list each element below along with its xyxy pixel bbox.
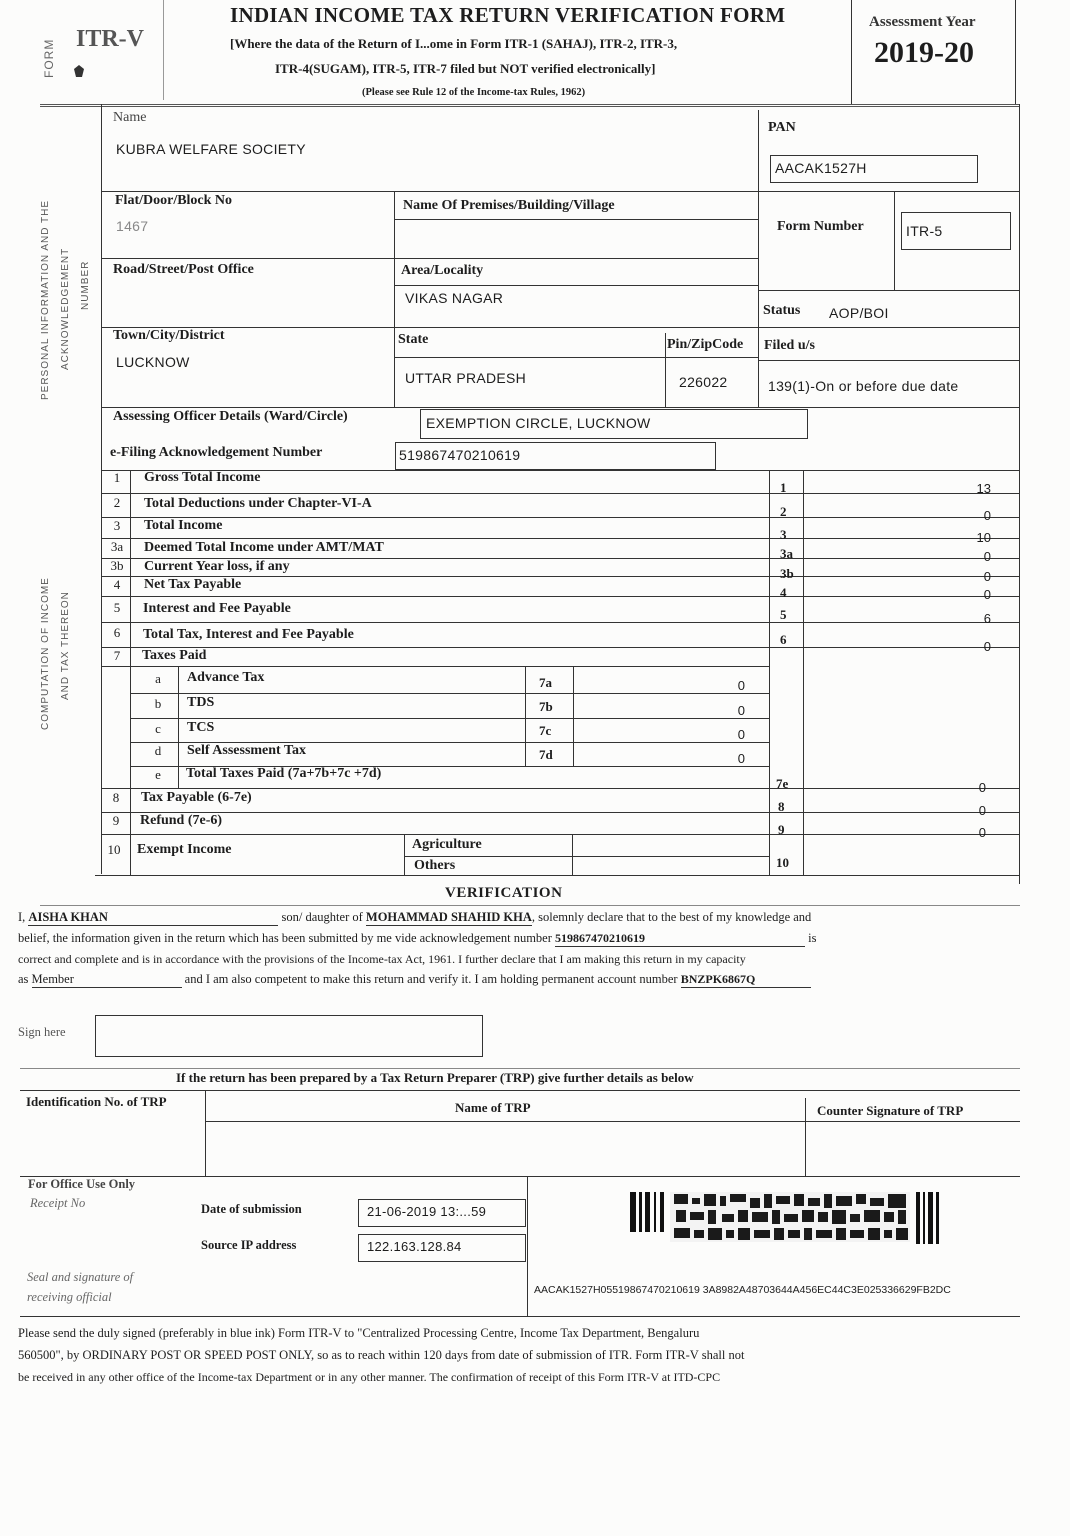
ip-value: 122.163.128.84 [367, 1239, 462, 1254]
row-label: Interest and Fee Payable [143, 601, 291, 616]
assessment-year-value: 2019-20 [874, 36, 974, 69]
row-code: 3a [780, 546, 793, 561]
tax-value: 0 [737, 703, 745, 718]
row-number: 7 [113, 648, 121, 663]
ack-label: e-Filing Acknowledgement Number [110, 445, 323, 460]
row-label: Gross Total Income [144, 470, 261, 485]
row-value: 10 [976, 530, 991, 545]
verification-i: I, [18, 910, 26, 924]
row-label: Deemed Total Income under AMT/MAT [144, 540, 384, 555]
exempt-others-label: Others [414, 858, 456, 873]
verification-line3: correct and complete and is in accordance with the provisions of the Income-tax Act, 1961. I further declare that I am making this return in my capacity [18, 952, 746, 966]
verification-line4: and I am also competent to make this return and verify it. I am holding permanent account number [184, 972, 678, 986]
office-heading: For Office Use Only [28, 1177, 136, 1191]
row-code: 10 [776, 855, 789, 870]
town-value: LUCKNOW [116, 354, 190, 370]
row-code: 8 [778, 799, 785, 814]
trp-signature-header: Counter Signature of TRP [817, 1103, 964, 1118]
trp-name-header: Name of TRP [455, 1100, 531, 1115]
row-label: Taxes Paid [142, 648, 207, 663]
footer-line-3: be received in any other office of the Income-tax Department or in any other manner. The confirmation of receipt of this Form ITR-V at ITD-CPC [18, 1370, 721, 1384]
tax-letter: e [155, 767, 161, 782]
tax-code: 7b [539, 699, 553, 714]
row-value: 6 [983, 611, 991, 626]
tax-code: 7c [539, 723, 552, 738]
row-number: 3b [110, 558, 124, 573]
trp-id-header: Identification No. of TRP [26, 1094, 167, 1109]
road-label: Road/Street/Post Office [113, 262, 254, 277]
tax-label: Total Taxes Paid (7a+7b+7c +7d) [186, 766, 382, 781]
ack-value: 519867470210619 [399, 447, 521, 463]
row-number: 3 [113, 518, 121, 533]
state-value: UTTAR PRADESH [405, 370, 527, 386]
verification-line2: belief, the information given in the return which has been submitted by me vide acknowledgement number [18, 931, 552, 945]
tax-letter: c [155, 721, 161, 736]
row-label: Total Tax, Interest and Fee Payable [143, 627, 354, 642]
status-value: AOP/BOI [829, 305, 889, 321]
row-code: 5 [780, 607, 787, 622]
rule-note: (Please see Rule 12 of the Income-tax Rules, 1962) [362, 87, 586, 98]
tax-value: 0 [978, 780, 986, 795]
tax-value: 0 [737, 751, 745, 766]
ao-label: Assessing Officer Details (Ward/Circle) [113, 409, 348, 424]
verifier-name: AISHA KHAN [28, 910, 278, 926]
name-value: KUBRA WELFARE SOCIETY [116, 141, 306, 157]
form-tag: FORM [42, 38, 56, 78]
row-value: 0 [983, 549, 991, 564]
date-label: Date of submission [201, 1202, 302, 1216]
row-value: 0 [978, 825, 986, 840]
side-label-computation: COMPUTATION OF INCOME [40, 577, 51, 730]
tax-label: TCS [187, 720, 215, 735]
flat-value: 1467 [116, 218, 149, 234]
verification-son-of: son/ daughter of [281, 910, 363, 924]
pan-label: PAN [768, 120, 796, 135]
ao-value: EXEMPTION CIRCLE, LUCKNOW [426, 415, 651, 431]
row-number: 4 [113, 577, 121, 592]
father-name: MOHAMMAD SHAHID KHA [365, 910, 532, 924]
date-value: 21-06-2019 13:...59 [367, 1204, 487, 1219]
barcode-text: AACAK1527H05519867470210619 3A8982A48703644A456EC44C3E025336629FB2DC [534, 1284, 951, 1296]
row-number: 2 [113, 495, 121, 510]
footer-line-2: 560500", by ORDINARY POST OR SPEED POST ONLY, so as to reach within 120 days from date of submission of ITR. Form ITR-V shall not [18, 1348, 745, 1362]
flat-label: Flat/Door/Block No [115, 193, 233, 208]
verifier-capacity: Member [32, 972, 182, 988]
side-label-personal: PERSONAL INFORMATION AND THE [40, 199, 51, 400]
area-label: Area/Locality [401, 263, 484, 278]
row-label: Refund (7e-6) [140, 813, 223, 828]
side-label-number: NUMBER [80, 260, 91, 310]
row-code: 9 [778, 822, 785, 837]
tax-letter: d [154, 743, 162, 758]
row-label: Total Deductions under Chapter-VI-A [144, 496, 372, 511]
row-code: 6 [780, 632, 787, 647]
emblem-icon [72, 64, 86, 78]
verification-as: as [18, 972, 29, 986]
form-subtitle-1: [Where the data of the Return of I...ome in Form ITR-1 (SAHAJ), ITR-2, ITR-3, [230, 36, 678, 51]
row-number: 8 [112, 790, 120, 805]
area-value: VIKAS NAGAR [405, 290, 504, 306]
row-label: Total Income [144, 518, 223, 533]
signature-field[interactable] [95, 1015, 483, 1057]
tax-letter: a [155, 671, 161, 686]
assessment-year-label: Assessment Year [869, 14, 976, 30]
row-number: 3a [110, 539, 124, 554]
ip-label: Source IP address [201, 1238, 297, 1252]
side-label-ack: ACKNOWLEDGEMENT [60, 247, 71, 370]
tax-code: 7e [776, 776, 789, 791]
tax-label: TDS [187, 695, 215, 710]
row-number: 5 [113, 600, 121, 615]
row-code: 2 [780, 504, 787, 519]
row-label: Net Tax Payable [144, 577, 242, 592]
row-label: Exempt Income [137, 842, 232, 857]
row-value: 13 [976, 481, 991, 496]
row-value: 0 [978, 803, 986, 818]
tax-label: Advance Tax [187, 670, 265, 685]
tax-code: 7d [539, 747, 553, 762]
verification-ack: 519867470210619 [555, 931, 805, 947]
verification-is: is [808, 931, 817, 945]
name-label: Name [113, 110, 147, 125]
verification-title: VERIFICATION [445, 885, 563, 901]
filed-label: Filed u/s [764, 338, 815, 353]
verifier-pan: BNZPK6867Q [681, 972, 811, 988]
sign-here-label: Sign here [18, 1025, 66, 1039]
barcode-icon [630, 1190, 942, 1248]
pin-label: Pin/ZipCode [667, 337, 744, 352]
footer-line-1: Please send the duly signed (preferably in blue ink) Form ITR-V to "Centralized Processing Centre, Income Tax Department, Bengaluru [18, 1326, 700, 1340]
filed-value: 139(1)-On or before due date [768, 378, 959, 394]
receipt-label: Receipt No [30, 1196, 86, 1210]
verification-text [18, 910, 1058, 988]
seal-label: Seal and signature of [27, 1270, 134, 1284]
pin-value: 226022 [679, 374, 728, 390]
row-value: 0 [983, 639, 991, 654]
form-number-label: Form Number [777, 219, 864, 234]
status-label: Status [763, 303, 801, 318]
tax-value: 0 [737, 678, 745, 693]
row-label: Current Year loss, if any [144, 559, 290, 574]
form-number-value: ITR-5 [906, 223, 943, 239]
side-label-tax: AND TAX THEREON [60, 591, 71, 700]
row-code: 1 [780, 480, 787, 495]
row-number: 9 [112, 813, 120, 828]
row-value: 0 [983, 587, 991, 602]
row-label: Tax Payable (6-7e) [141, 790, 252, 805]
row-code: 4 [780, 585, 787, 600]
tax-letter: b [154, 696, 162, 711]
tax-value: 0 [737, 727, 745, 742]
exempt-agriculture-label: Agriculture [412, 837, 482, 852]
tax-label: Self Assessment Tax [187, 743, 307, 758]
town-label: Town/City/District [113, 328, 225, 343]
state-label: State [398, 332, 429, 347]
row-code: 3b [780, 566, 794, 581]
row-number: 10 [107, 842, 121, 857]
row-code: 3 [780, 527, 787, 542]
row-value: 0 [983, 508, 991, 523]
receiving-official-label: receiving official [27, 1290, 112, 1304]
row-number: 6 [113, 625, 121, 640]
form-name: ITR-V [76, 26, 145, 52]
form-subtitle-2: ITR-4(SUGAM), ITR-5, ITR-7 filed but NOT verified electronically] [275, 61, 656, 76]
tax-code: 7a [539, 675, 552, 690]
pan-value: AACAK1527H [775, 160, 867, 176]
premises-label: Name Of Premises/Building/Village [403, 198, 615, 213]
form-title: INDIAN INCOME TAX RETURN VERIFICATION FORM [230, 3, 786, 27]
verification-declare: , solemnly declare that to the best of my knowledge and [531, 910, 812, 924]
row-value: 0 [983, 569, 991, 584]
row-number: 1 [113, 470, 121, 485]
trp-heading: If the return has been prepared by a Tax Return Preparer (TRP) give further details as below [176, 1070, 694, 1085]
